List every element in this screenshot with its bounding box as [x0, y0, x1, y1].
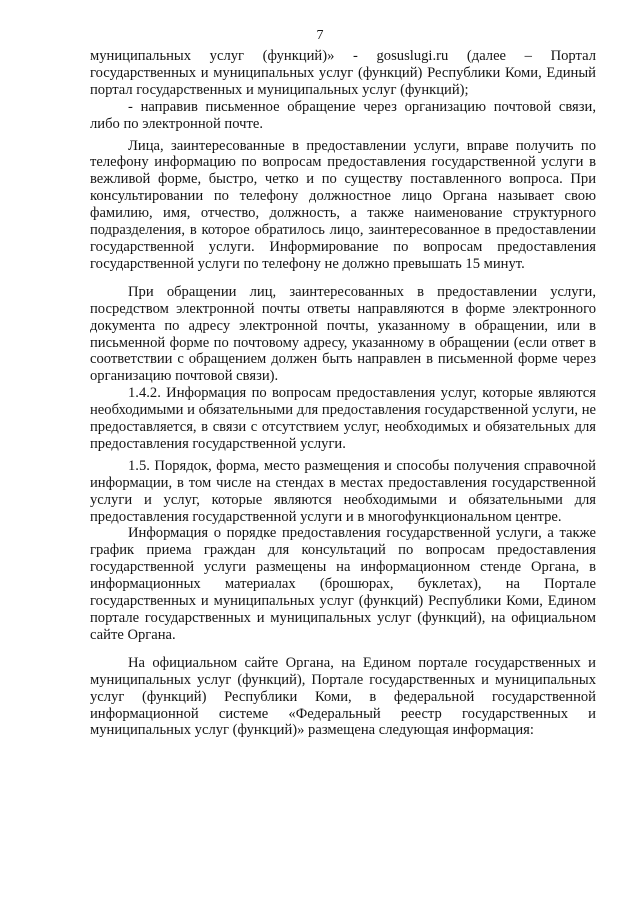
paragraph-email-requests: При обращении лиц, заинтересованных в предоставлении услуги, посредством электронной почты ответы направляются в форме электронного документа по адресу электронной почты, указанному в обращении, или в письменной форме по почтовому адресу, указанному в обращении (если ответ в соответствии с обращением должен быть направлен в письменной форме через организацию почтовой связи). [90, 283, 596, 385]
paragraph-official-site: На официальном сайте Органа, на Едином портале государственных и муниципальных услуг (функций), Портале государственных и муниципальных услуг (функций) Республики Коми, в федеральной государственной информационной системе «Федеральный реестр государственных и муниципальных услуг (функций)» размещена следующая информация: [90, 654, 596, 739]
paragraph-1-4-2: 1.4.2. Информация по вопросам предоставления услуг, которые являются необходимыми и обязательными для предоставления государственной услуги, не предоставляется, в связи с отсутствием услуг, необходимых и обязательных для предоставления государственной услуги. [90, 385, 596, 452]
paragraph-info-placement: Информация о порядке предоставления государственной услуги, а также график приема граждан для консультаций по вопросам предоставления государственной услуги размещены на информационном стенде Органа, в информационных материалах (брошюрах, буклетах), на Портале государственных и муниципальных услуг (функций) Республики Коми, Едином портале государственных и муниципальных услуг (функций), на официальном сайте Органа. [90, 525, 596, 643]
paragraph-portal-continuation: муниципальных услуг (функций)» - gosuslugi.ru (далее – Портал государственных и муниципальных услуг (функций) Республики Коми, Единый портал государственных и муниципальных услуг (функций); [90, 48, 596, 98]
paragraph-phone-consultation: Лица, заинтересованные в предоставлении услуги, вправе получить по телефону информацию по вопросам предоставления государственной услуги в вежливой форме, быстро, четко и по существу поставленного вопроса. При консультировании по телефону должностное лицо Органа называет свою фамилию, имя, отчество, должность, а также наименование структурного подразделения, в которое обратилось лицо, заинтересованное в предоставлении государственной услуги. Информирование по вопросам предоставления государственной услуги по телефону не должно превышать 15 минут. [90, 137, 596, 272]
page-number: 7 [316, 28, 324, 43]
paragraph-1-5: 1.5. Порядок, форма, место размещения и способы получения справочной информации, в том числе на стендах в местах предоставления государственной услуги и услуг, которые являются необходимыми и обязательными для предоставления государственной услуги и в многофункциональном центре. [90, 457, 596, 525]
paragraph-written-request: - направив письменное обращение через организацию почтовой связи, либо по электронной почте. [90, 98, 596, 132]
document-body [90, 48, 596, 739]
